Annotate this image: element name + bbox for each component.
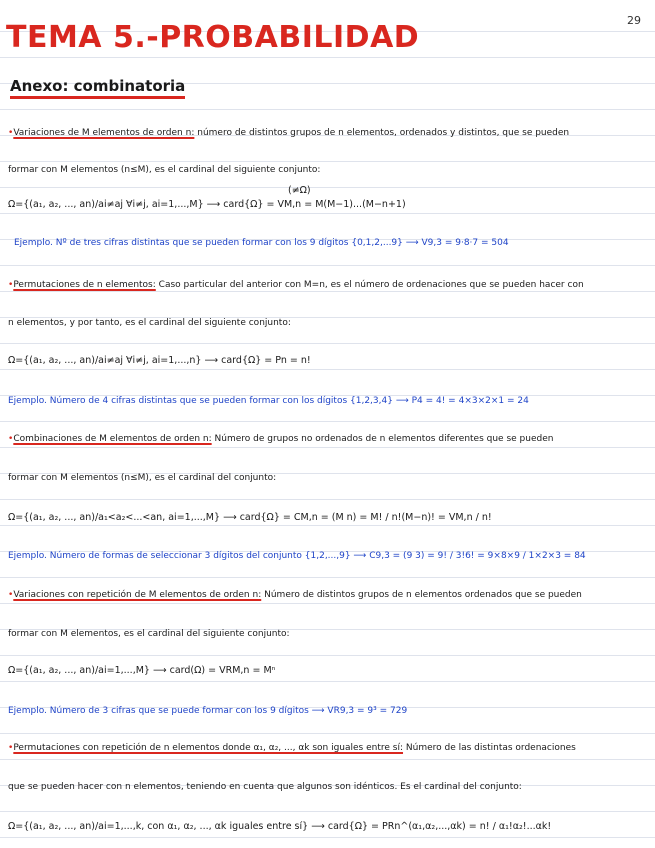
variaciones-repeticion-text-2: formar con M elementos, es el cardinal del siguiente conjunto: (8, 629, 290, 639)
permutaciones-term: Permutaciones de n elementos: (13, 280, 156, 290)
variaciones-example: Ejemplo. Nº de tres cifras distintas que se pueden formar con los 9 dígitos {0,1,2,...9} ⟶ V9,3 = 9·8·7 = 504 (14, 238, 509, 248)
permutaciones-repeticion-text-2: que se pueden hacer con n elementos, teniendo en cuenta que algunos son idénticos. Es el cardinal del conjunto: (8, 782, 522, 792)
permutaciones-repeticion-definition-line-1: •Permutaciones con repetición de n elementos donde α₁, α₂, ..., αk son iguales entre sí: Número de las distintas ordenaciones (8, 743, 576, 753)
variaciones-formula-annotation: (≠Ω) (288, 185, 311, 196)
variaciones-repeticion-term: Variaciones con repetición de M elementos de orden n: (13, 590, 262, 600)
permutaciones-text-1: Caso particular del anterior con M=n, es el número de ordenaciones que se pueden hacer con (158, 280, 584, 290)
permutaciones-example: Ejemplo. Número de 4 cifras distintas que se pueden formar con los dígitos {1,2,3,4} ⟶ P4 = 4! = 4×3×2×1 = 24 (8, 396, 529, 406)
variaciones-repeticion-example: Ejemplo. Número de 3 cifras que se puede formar con los 9 dígitos ⟶ VR9,3 = 9³ = 729 (8, 706, 408, 716)
variaciones-formula: Ω={(a₁, a₂, ..., an)/ai≠aj ∀i≠j, ai=1,...,M} ⟶ card{Ω} = VM,n = M(M−1)...(M−n+1) (8, 199, 406, 210)
combinaciones-formula: Ω={(a₁, a₂, ..., an)/a₁<a₂<...<an, ai=1,...,M} ⟶ card{Ω} = CM,n = (M n) = M! / n!(M−n)! = VM,n / n! (8, 512, 492, 523)
variaciones-term: Variaciones de M elementos de orden n: (13, 128, 195, 138)
permutaciones-repeticion-text-1: Número de las distintas ordenaciones (405, 743, 576, 753)
combinaciones-definition-line-1: •Combinaciones de M elementos de orden n: Número de grupos no ordenados de n elementos diferentes que se pueden (8, 434, 554, 444)
variaciones-text-1: número de distintos grupos de n elementos, ordenados y distintos, que se pueden (197, 128, 570, 138)
variaciones-repeticion-text-1: Número de distintos grupos de n elementos ordenados que se pueden (264, 590, 582, 600)
combinaciones-text-1: Número de grupos no ordenados de n elementos diferentes que se pueden (214, 434, 554, 444)
page-number: 29 (627, 14, 641, 27)
combinaciones-text-2: formar con M elementos (n≤M), es el cardinal del conjunto: (8, 473, 277, 483)
variaciones-repeticion-definition-line-1: •Variaciones con repetición de M elementos de orden n: Número de distintos grupos de n elementos ordenados que se pueden (8, 590, 582, 600)
page-title: TEMA 5.-PROBABILIDAD (6, 20, 420, 55)
annex-heading (10, 76, 185, 99)
permutaciones-repeticion-term: Permutaciones con repetición de n elementos donde α₁, α₂, ..., αk son iguales entre sí: (13, 743, 404, 753)
combinaciones-term: Combinaciones de M elementos de orden n: (13, 434, 212, 444)
combinaciones-example: Ejemplo. Número de formas de seleccionar 3 dígitos del conjunto {1,2,...,9} ⟶ C9,3 = (9 3) = 9! / 3!6! = 9×8×9 / 1×2×3 = 84 (8, 551, 586, 561)
variaciones-repeticion-formula: Ω={(a₁, a₂, ..., an)/ai=1,...,M} ⟶ card(Ω) = VRM,n = Mⁿ (8, 665, 276, 676)
variaciones-text-2: formar con M elementos (n≤M), es el cardinal del siguiente conjunto: (8, 165, 321, 175)
permutaciones-formula: Ω={(a₁, a₂, ..., an)/ai≠aj ∀i≠j, ai=1,...,n} ⟶ card{Ω} = Pn = n! (8, 355, 311, 366)
variaciones-definition-line-1: •Variaciones de M elementos de orden n: número de distintos grupos de n elementos, ordenados y distintos, que se pueden (8, 128, 570, 138)
annex-title: Anexo: combinatoria (10, 77, 185, 99)
permutaciones-repeticion-formula: Ω={(a₁, a₂, ..., an)/ai=1,...,k, con α₁, α₂, ..., αk iguales entre sí} ⟶ card{Ω} = PRn^(α₁,α₂,...,αk) = n! / α₁!α₂!...αk! (8, 821, 552, 832)
permutaciones-definition-line-1: •Permutaciones de n elementos: Caso particular del anterior con M=n, es el número de ordenaciones que se pueden hacer con (8, 280, 584, 290)
permutaciones-text-2: n elementos, y por tanto, es el cardinal del siguiente conjunto: (8, 318, 291, 328)
